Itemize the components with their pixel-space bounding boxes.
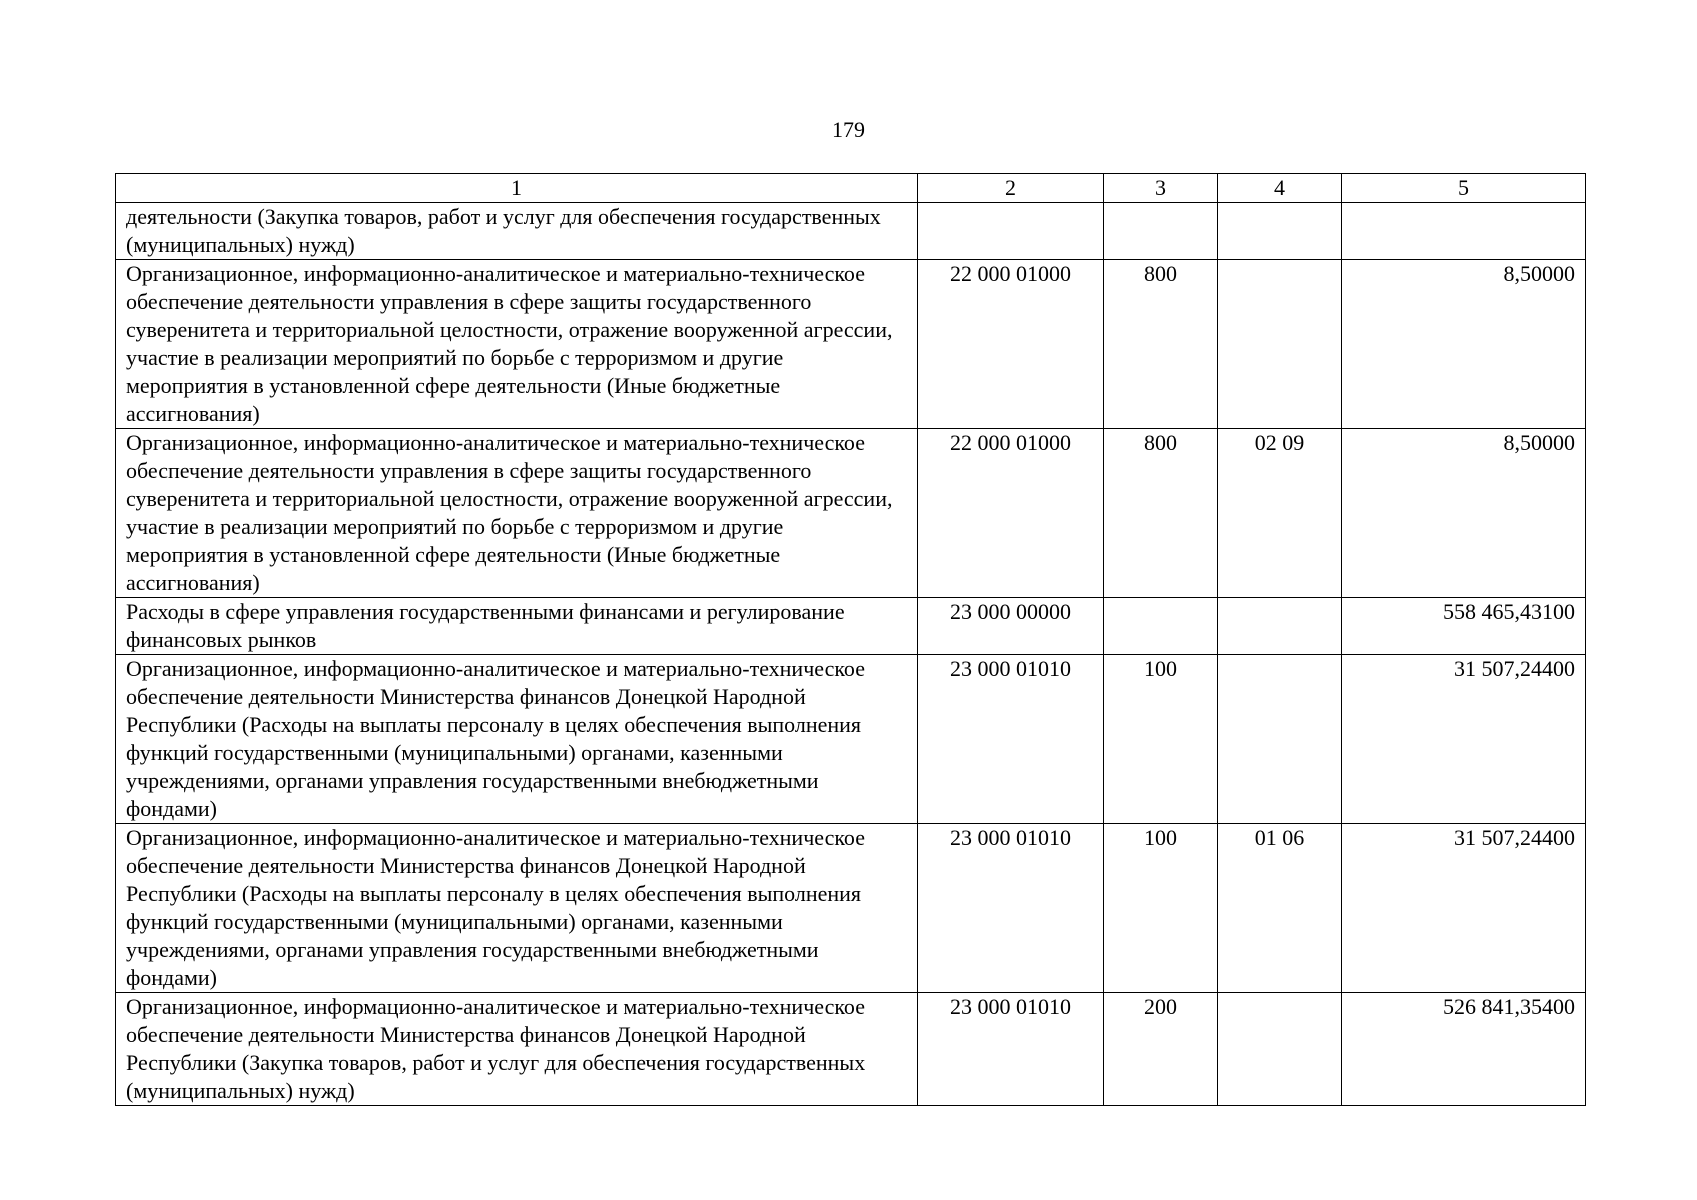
row-expense-type: 800 [1104, 429, 1218, 598]
row-section [1218, 993, 1342, 1106]
row-name: Расходы в сфере управления государственными финансами и регулирование финансовых рынков [116, 598, 918, 655]
row-sum: 31 507,24400 [1342, 824, 1586, 993]
row-code: 22 000 01000 [918, 260, 1104, 429]
row-expense-type [1104, 598, 1218, 655]
row-name: Организационное, информационно-аналитическое и материально-техническое обеспечение деятельности управления в сфере защиты государственного суверенитета и территориальной целостности, отражение вооруженной агрессии, участие в реализации мероприятий по борьбе с терроризмом и другие мероприятия в установленной сфере деятельности (Иные бюджетные ассигнования) [116, 429, 918, 598]
row-name: Организационное, информационно-аналитическое и материально-техническое обеспечение деятельности управления в сфере защиты государственного суверенитета и территориальной целостности, отражение вооруженной агрессии, участие в реализации мероприятий по борьбе с терроризмом и другие мероприятия в установленной сфере деятельности (Иные бюджетные ассигнования) [116, 260, 918, 429]
row-expense-type: 100 [1104, 824, 1218, 993]
row-section [1218, 203, 1342, 260]
row-section: 01 06 [1218, 824, 1342, 993]
row-name: Организационное, информационно-аналитическое и материально-техническое обеспечение деятельности Министерства финансов Донецкой Народной Республики (Закупка товаров, работ и услуг для обеспечения государственных (муниципальных) нужд) [116, 993, 918, 1106]
column-header-sum: 5 [1342, 174, 1586, 203]
row-name: деятельности (Закупка товаров, работ и услуг для обеспечения государственных (муниципальных) нужд) [116, 203, 918, 260]
row-sum: 558 465,43100 [1342, 598, 1586, 655]
column-header-section: 4 [1218, 174, 1342, 203]
row-sum: 31 507,24400 [1342, 655, 1586, 824]
row-section [1218, 598, 1342, 655]
row-expense-type: 200 [1104, 993, 1218, 1106]
row-sum: 526 841,35400 [1342, 993, 1586, 1106]
row-sum: 8,50000 [1342, 429, 1586, 598]
row-section [1218, 260, 1342, 429]
row-expense-type: 800 [1104, 260, 1218, 429]
header-row [116, 174, 1586, 203]
table-row [116, 824, 1586, 993]
row-section [1218, 655, 1342, 824]
table-row [116, 429, 1586, 598]
row-code: 23 000 00000 [918, 598, 1104, 655]
table-row [116, 260, 1586, 429]
row-sum: 8,50000 [1342, 260, 1586, 429]
row-code: 23 000 01010 [918, 824, 1104, 993]
row-name: Организационное, информационно-аналитическое и материально-техническое обеспечение деятельности Министерства финансов Донецкой Народной Республики (Расходы на выплаты персоналу в целях обеспечения выполнения функций государственными (муниципальными) органами, казенными учреждениями, органами управления государственными внебюджетными фондами) [116, 655, 918, 824]
row-expense-type [1104, 203, 1218, 260]
row-sum [1342, 203, 1586, 260]
page-number: 179 [832, 117, 865, 142]
table-row [116, 655, 1586, 824]
row-code: 23 000 01010 [918, 655, 1104, 824]
table-row [116, 203, 1586, 260]
row-expense-type: 100 [1104, 655, 1218, 824]
row-code: 22 000 01000 [918, 429, 1104, 598]
row-section: 02 09 [1218, 429, 1342, 598]
column-header-name: 1 [116, 174, 918, 203]
budget-table [115, 173, 1586, 1106]
row-code [918, 203, 1104, 260]
column-header-code: 2 [918, 174, 1104, 203]
table-row [116, 598, 1586, 655]
row-name: Организационное, информационно-аналитическое и материально-техническое обеспечение деятельности Министерства финансов Донецкой Народной Республики (Расходы на выплаты персоналу в целях обеспечения выполнения функций государственными (муниципальными) органами, казенными учреждениями, органами управления государственными внебюджетными фондами) [116, 824, 918, 993]
table-row [116, 993, 1586, 1106]
row-code: 23 000 01010 [918, 993, 1104, 1106]
column-header-expense-type: 3 [1104, 174, 1218, 203]
